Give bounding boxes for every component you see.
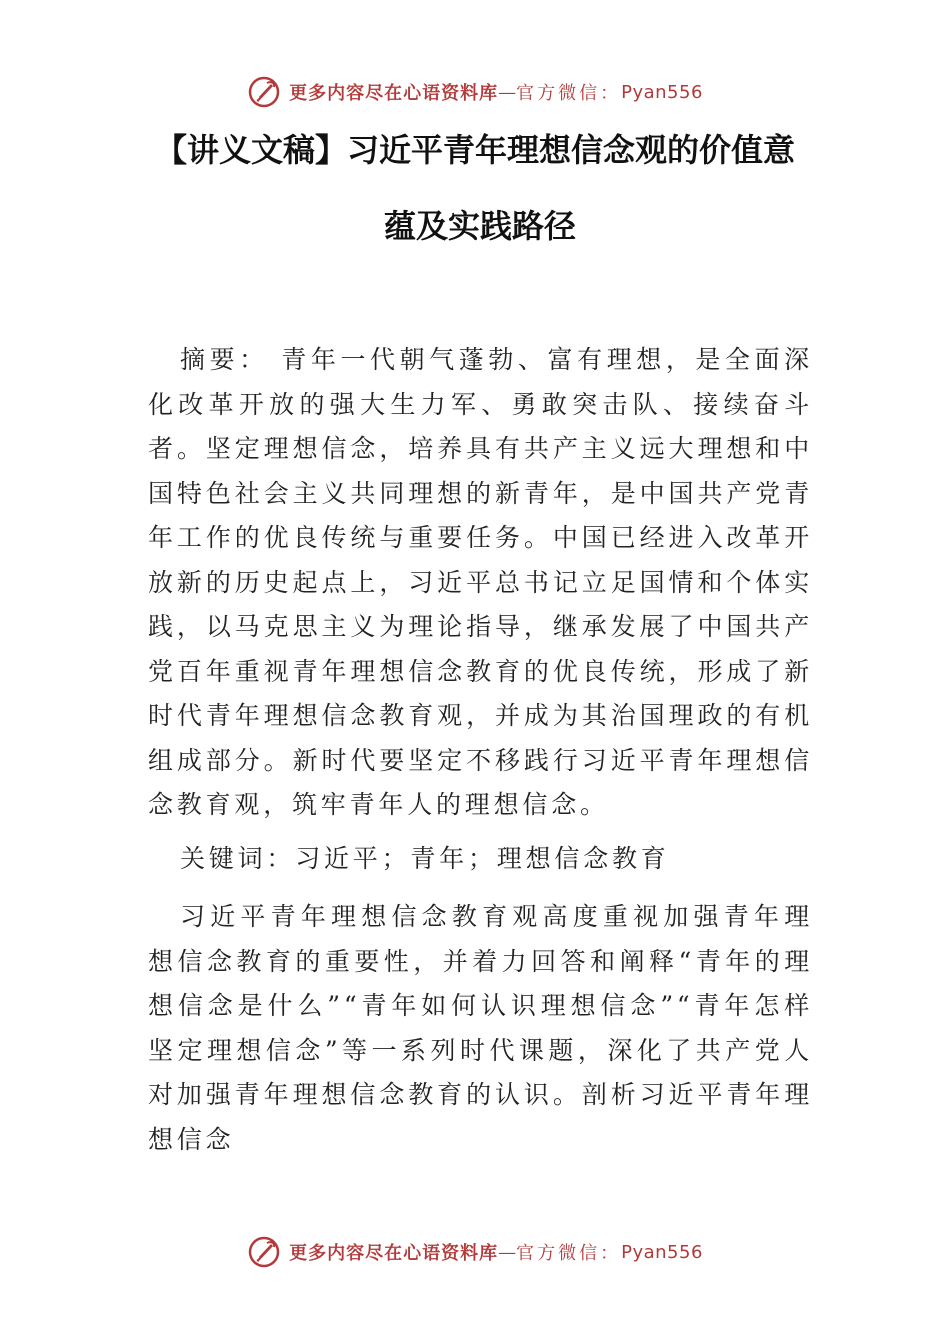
watermark-separator: —	[498, 81, 517, 103]
watermark-official-label: 官方微信：	[516, 83, 622, 104]
watermark-brand: 更多内容尽在心语资料库	[289, 1243, 499, 1264]
header-watermark	[0, 72, 950, 112]
keywords-line: 关键词：习近平；青年；理想信念教育	[180, 844, 670, 873]
watermark-brand: 更多内容尽在心语资料库	[289, 83, 499, 104]
watermark-wechat-id: Pyan556	[621, 1241, 703, 1263]
body-paragraph: 习近平青年理想信念教育观高度重视加强青年理想信念教育的重要性，并着力回答和阐释“青年的理想信念是什么”“青年如何认识理想信念”“青年怎样坚定理想信念”等一系列时代课题，深化了共产党人对加强青年理想信念教育的认识。剖析习近平青年理想信念	[148, 902, 813, 1154]
watermark-wechat-id: Pyan556	[621, 81, 703, 103]
watermark-separator: —	[498, 1241, 517, 1263]
quill-pen-seal-icon	[247, 1235, 281, 1269]
watermark-official-label: 官方微信：	[516, 1243, 622, 1264]
abstract-paragraph: 摘要： 青年一代朝气蓬勃、富有理想，是全面深化改革开放的强大生力军、勇敢突击队、接续奋斗者。坚定理想信念，培养具有共产主义远大理想和中国特色社会主义共同理想的新青年，是中国共产党青年工作的优良传统与重要任务。中国已经进入改革开放新的历史起点上，习近平总书记立足国情和个体实践，以马克思主义为理论指导，继承发展了中国共产党百年重视青年理想信念教育的优良传统，形成了新时代青年理想信念教育观，并成为其治国理政的有机组成部分。新时代要坚定不移践行习近平青年理想信念教育观，筑牢青年人的理想信念。	[148, 345, 813, 819]
document-title-line-1: 【讲义文稿】习近平青年理想信念观的价值意	[154, 131, 795, 169]
document-title-line-2: 蕴及实践路径	[383, 207, 576, 245]
footer-watermark	[0, 1232, 950, 1272]
quill-pen-seal-icon	[247, 75, 281, 109]
